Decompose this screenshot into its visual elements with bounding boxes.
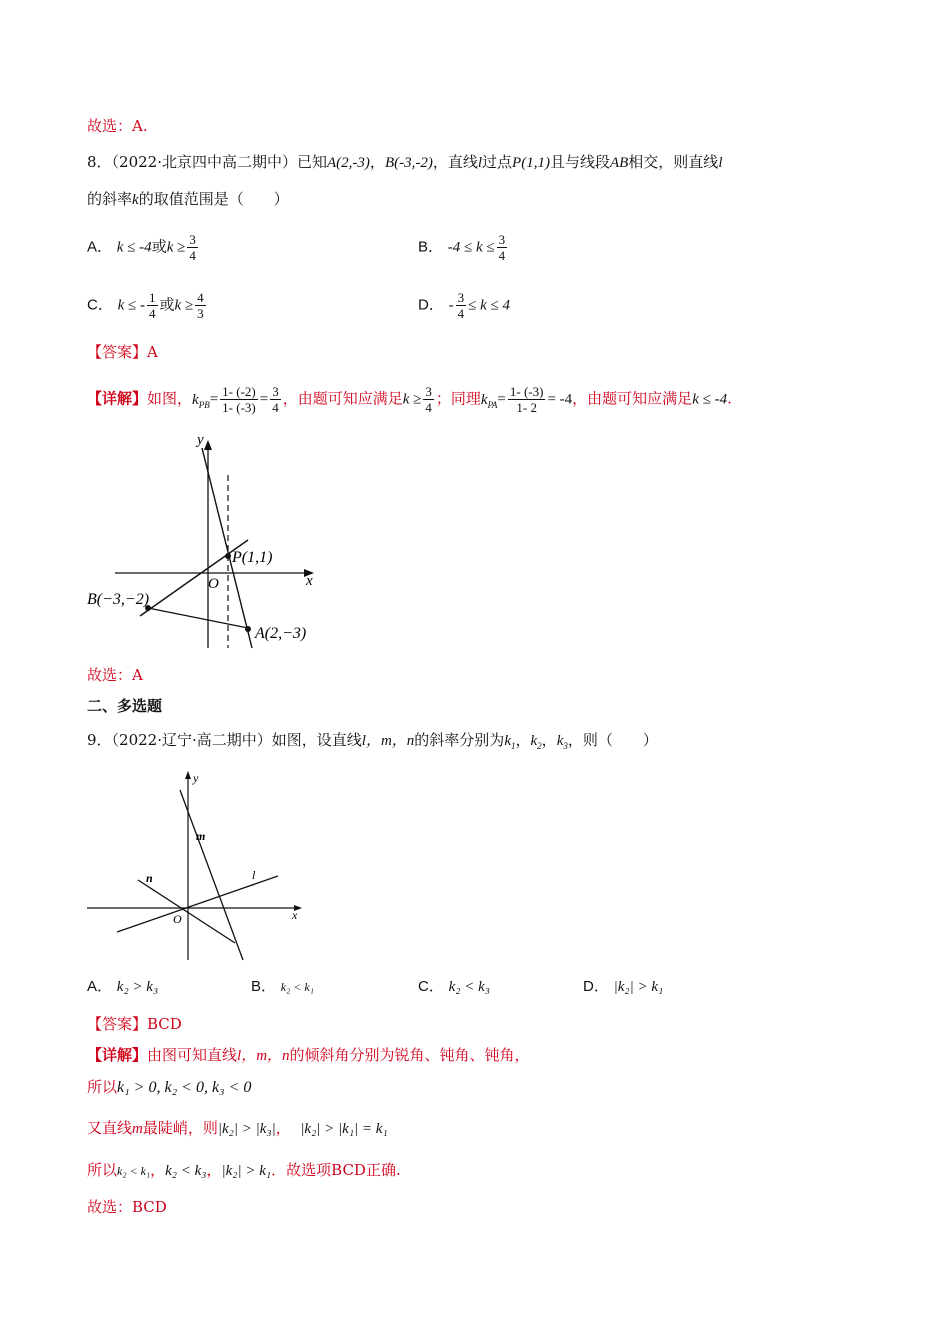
section-title-text: 二、多选题 [87, 697, 163, 715]
fraction-numerator: 1- (-3) [509, 384, 544, 399]
q9-detail-math: k₁ > 0, k₂ < 0, k₃ < 0 [117, 1079, 252, 1096]
q9-option-b-label: B． [251, 978, 277, 995]
q8-stem-text: 过点 [482, 153, 513, 171]
q8-source: （2022·北京四中高二期中） [111, 153, 297, 171]
fraction-denominator: 4 [189, 248, 196, 263]
q8-conclusion [87, 665, 143, 685]
q8-k-pa [481, 392, 498, 408]
q8-point-a: A(2,-3) [327, 155, 370, 171]
fraction-numerator: 1- (-2) [222, 384, 256, 399]
fraction-numerator: 3 [189, 232, 196, 247]
q8-option-b-label: B． [418, 238, 444, 256]
q8-eq1-fraction [220, 384, 258, 415]
q9-line-m [180, 790, 243, 960]
q9-m-label: m [196, 829, 206, 843]
q8-y-label: y [197, 432, 204, 448]
k-symbol: k [480, 391, 488, 408]
q9-line-n [138, 880, 235, 943]
q9-conclusion [87, 1197, 167, 1217]
q8-option-c-label: C． [87, 296, 113, 314]
fraction-denominator: 4 [425, 400, 432, 415]
q8-point-p: P(1,1) [512, 155, 550, 171]
q8-line-l: l [718, 155, 723, 171]
q8-stem-line-1: 8．（2022·北京四中高二期中）已知A(2,-3)，B(-3,-2)，直线l过点P(1,1)且与线段AB相交，则直线l [87, 153, 723, 171]
q9-stem-text: ，则（ ） [567, 731, 658, 749]
q9-answer [87, 1014, 182, 1034]
q8-option-a-math: k ≤ -4 [116, 239, 152, 256]
q8-answer [87, 342, 158, 362]
k-symbol: k [556, 733, 564, 749]
q9-answer-text: 【答案】BCD [87, 1015, 182, 1033]
q8-option-a-fraction [187, 232, 198, 263]
q8-option-a [87, 232, 200, 263]
q8-option-a-math: k ≥ [166, 239, 186, 256]
fraction-denominator: 3 [197, 306, 204, 321]
q9-detail-m: m [132, 1121, 143, 1137]
q9-detail-line-1 [87, 1045, 530, 1066]
q8-option-d-fraction [456, 290, 467, 321]
q9-option-b [251, 976, 314, 997]
q9-stem: 9．（2022·辽宁·高二期中）如图，设直线l，m，n的斜率分别为$k_1$，$k_2$，$k_3$，则（ ） [87, 731, 658, 751]
q8-option-d-math: - [448, 297, 454, 314]
k-symbol: k [504, 733, 511, 749]
fraction-numerator: 1 [149, 290, 156, 305]
q8-condition-1-fraction [423, 384, 434, 415]
q9-line-l [117, 876, 278, 932]
fraction-numerator: 3 [457, 290, 465, 305]
q8-origin-label: O [208, 576, 219, 592]
q8-option-a-or: 或 [151, 237, 167, 256]
q8-point-p-dot [225, 553, 231, 559]
q8-p-label: P(1,1) [232, 549, 273, 566]
q9-figure [85, 768, 310, 964]
q8-option-c-math: k ≥ [174, 297, 194, 314]
q8-option-b [418, 232, 509, 263]
q9-detail-math: |k₂| > |k₁| = k₁ [300, 1121, 388, 1137]
q8-eq1-result [270, 384, 281, 415]
q9-origin-label: O [173, 912, 182, 926]
fraction-numerator: 4 [197, 290, 204, 305]
q9-detail-line-2 [87, 1077, 251, 1098]
fraction-numerator: 3 [498, 232, 506, 247]
q9-detail-text: ．故选项BCD正确. [271, 1161, 401, 1179]
q9-stem-text: 的斜率分别为 [414, 731, 505, 749]
fraction-numerator: 3 [272, 384, 279, 399]
q8-stem-text: 且与线段 [549, 153, 610, 171]
q8-option-d-math: ≤ k ≤ 4 [468, 297, 510, 314]
q8-option-c-fraction-2 [195, 290, 206, 321]
q9-conclusion-text: 故选：BCD [87, 1198, 167, 1216]
q8-stem-text: ，直线 [432, 153, 478, 171]
fraction-denominator: 4 [272, 400, 279, 415]
q9-detail-math: k₂ < k₃ [165, 1163, 207, 1179]
fraction-denominator: 4 [457, 306, 465, 321]
q8-figure [85, 430, 325, 652]
q9-detail-text: 所以 [87, 1161, 118, 1179]
q8-number: 8． [87, 153, 112, 171]
q9-detail-line-4: 所以k₂ < k₁，k₂ < k₃，|k₂| > k₁．故选项BCD正确. [87, 1161, 401, 1179]
q9-option-d [583, 976, 663, 997]
k-subscript: PB [198, 399, 210, 410]
q9-detail-math: k₂ < k₁ [117, 1164, 151, 1178]
q9-k2: $k_2$ [530, 733, 542, 751]
fraction-denominator: 1- 2 [516, 400, 537, 415]
k-symbol: k [530, 733, 538, 749]
q8-k-pb [192, 392, 210, 408]
q8-x-label: x [306, 573, 313, 589]
q8-option-b-fraction [497, 232, 508, 263]
q8-eq2-result: = -4 [547, 391, 573, 408]
q9-option-a-label: A． [87, 978, 113, 995]
q8-option-a-label: A． [87, 238, 113, 256]
fraction-denominator: 4 [498, 248, 506, 263]
q9-detail-text: 又直线 [87, 1119, 133, 1137]
q8-point-b: B(-3,-2) [384, 155, 433, 171]
q9-detail-text: 的倾斜角分别为锐角、钝角、钝角， [289, 1046, 530, 1064]
q9-option-a [87, 976, 158, 997]
q8-option-c [87, 290, 208, 321]
q8-stem-line-2 [87, 189, 289, 210]
q8-eq2-fraction [508, 384, 546, 415]
k-subscript: PA [487, 399, 498, 410]
q9-k3: $k_3$ [556, 733, 568, 751]
q8-line-l: l [477, 155, 483, 171]
q8-point-a-dot [245, 626, 251, 632]
q9-option-a-math: k₂ > k₃ [116, 979, 159, 995]
q9-option-c-math: k₂ < k₃ [448, 979, 490, 995]
q8-option-d [418, 290, 510, 321]
q8-condition-2: k ≤ -4 [692, 391, 728, 408]
q8-line-pa [202, 448, 252, 648]
fraction-denominator: 1- (-3) [222, 400, 256, 415]
q8-option-c-or: 或 [159, 295, 175, 314]
q8-option-c-fraction-1 [147, 290, 158, 321]
q9-n-label: n [146, 871, 153, 885]
q8-option-c-math: k ≤ - [117, 297, 146, 314]
section-title [87, 696, 162, 716]
q9-detail-line-3 [87, 1118, 388, 1139]
q7-conclusion [87, 116, 148, 136]
q9-detail-text: ， [275, 1119, 291, 1137]
q8-a-label: A(2,−3) [255, 625, 307, 642]
q8-b-label: B(−3,−2) [87, 591, 150, 608]
q9-source: （2022·辽宁·高二期中） [111, 731, 272, 749]
q8-detail-text: ，由题可知应满足 [572, 389, 693, 408]
q8-detail-text: ；同理 [435, 389, 481, 408]
q8-conclusion-text: 故选：A [87, 666, 143, 684]
q8-segment-ab: AB [609, 155, 629, 171]
q8-detail-text: 如图， [147, 389, 193, 408]
q9-x-label: x [292, 908, 298, 922]
q9-y-label: y [193, 771, 199, 785]
q9-detail-text: 所以 [87, 1078, 118, 1096]
q9-y-arrow [185, 771, 191, 779]
fraction-denominator: 4 [149, 306, 156, 321]
q9-option-c [418, 976, 490, 997]
q9-option-b-math: k₂ < k₁ [280, 980, 314, 994]
q9-option-c-label: C． [418, 978, 444, 995]
q8-condition-1: k ≥ [402, 391, 422, 408]
q8-stem-text: 相交，则直线 [628, 153, 719, 171]
q9-detail-text: 最陡峭，则 [142, 1119, 218, 1137]
q9-detail-text: 由图可知直线 [147, 1046, 238, 1064]
q8-detail-text: ，由题可知应满足 [282, 389, 403, 408]
q9-option-d-label: D． [583, 978, 609, 995]
q9-option-d-math: |k₂| > k₁ [613, 979, 664, 995]
q9-detail-label: 【详解】 [87, 1046, 148, 1064]
q8-segment-ab [148, 608, 248, 628]
q8-detail: 【详解】如图，$k_{PB}=$ $\frac{1- (-2)}{1- (-3)}$ = $\frac{3}{4}$ ，由题可知应满足k ≥ $\frac{3}{4}$ ；同理$k_{PA}=$ $\frac{1- (-3)}{1- 2}$ = -4，由题可知应满足k ≤ -4. [87, 384, 732, 415]
k-symbol: k [192, 391, 199, 408]
q8-option-b-math: -4 ≤ k ≤ [447, 239, 495, 256]
q9-l-label: l [252, 868, 256, 882]
q8-detail-label: 【详解】 [87, 389, 148, 408]
q9-k1: $k_1$ [504, 733, 516, 751]
q9-stem-text: 如图，设直线 [271, 731, 362, 749]
q8-stem-text: 的取值范围是（ ） [138, 190, 289, 208]
fraction-numerator: 3 [425, 384, 432, 399]
q9-lines: l，m，n [361, 733, 415, 749]
q8-answer-text: 【答案】A [87, 343, 158, 361]
q9-number: 9． [87, 731, 112, 749]
q8-option-d-label: D． [418, 296, 444, 314]
q8-stem-text: 的斜率 [87, 190, 133, 208]
q9-detail-lines: l，m，n [237, 1048, 290, 1064]
q7-conclusion-text: 故选：A. [87, 117, 148, 135]
q8-stem-text: 已知 [297, 153, 328, 171]
q8-k: k [132, 192, 139, 208]
q9-detail-math: |k₂| > |k₃| [217, 1121, 276, 1137]
q9-detail-math: |k₂| > k₁ [221, 1163, 272, 1179]
q8-y-arrow [204, 440, 212, 450]
